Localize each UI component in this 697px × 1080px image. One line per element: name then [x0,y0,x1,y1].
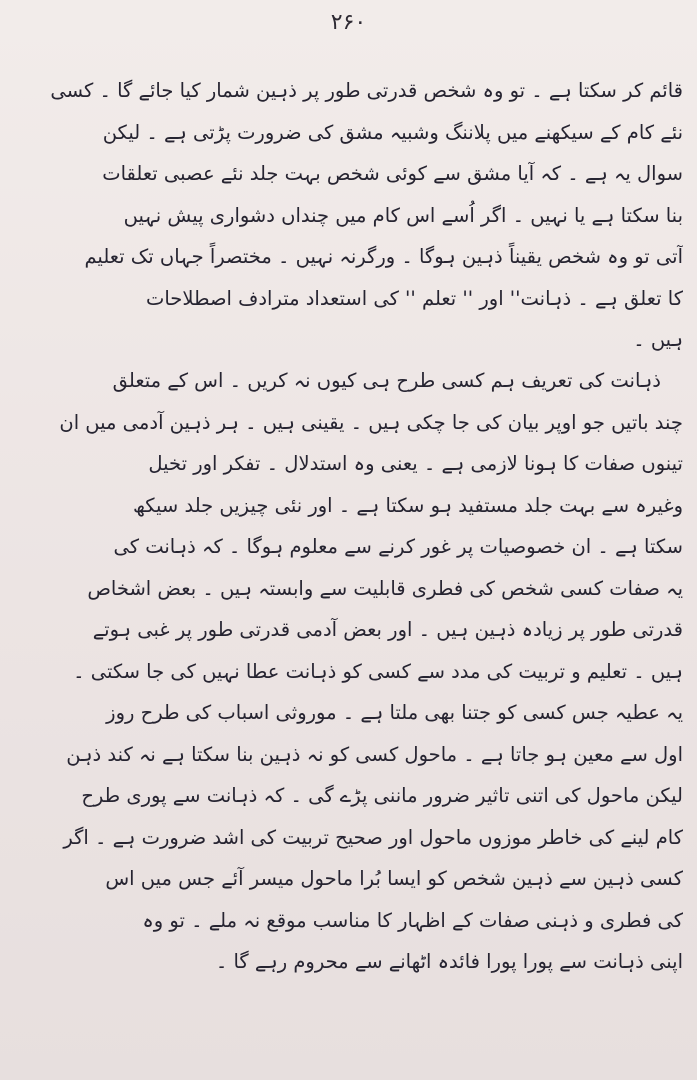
text-line: کام لینے کی خاطر موزوں ماحول اور صحیح تربیت کی اشد ضرورت ہے ۔ اگر [63,825,683,849]
text-line: سوال یہ ہے ۔ کہ آیا مشق سے کوئی شخص بہت جلد نئے عصبی تعلقات [102,162,683,185]
text-line: ذہانت کی تعریف ہم کسی طرح ہی کیوں نہ کریں ۔ اس کے متعلق [112,369,661,392]
text-line: آتی تو وہ شخص یقیناً ذہین ہوگا ۔ ورگرنہ نہیں ۔ مختصراً جہاں تک تعلیم [84,245,683,268]
text-line: بنا سکتا ہے یا نہیں ۔ اگر اُسے اس کام میں چنداں دشواری پیش نہیں [123,203,683,227]
text-line: سکتا ہے ۔ ان خصوصیات پر غور کرنے سے معلوم ہوگا ۔ کہ ذہانت کی [113,535,683,558]
text-line: وغیرہ سے بہت جلد مستفید ہو سکتا ہے ۔ اور نئی چیزیں جلد سیکھ [132,493,683,517]
page-number: ۲۶۰ [330,10,367,35]
text-line: تینوں صفات کا ہونا لازمی ہے ۔ یعنی وہ استدلال ۔ تفکر اور تخیل [148,452,683,475]
text-line: اول سے معین ہو جاتا ہے ۔ ماحول کسی کو نہ ذہین بنا سکتا ہے نہ کند ذہن [66,742,683,766]
text-line: اپنی ذہانت سے پورا پورا فائدہ اٹھانے سے محروم رہے گا ۔ [215,950,683,973]
text-line: کی فطری و ذہنی صفات کے اظہار کا مناسب موقع نہ ملے ۔ تو وہ [142,908,683,932]
paragraph-2 [14,360,683,983]
text-line: کسی ذہین سے ذہین شخص کو ایسا بُرا ماحول میسر آئے جس میں اس [105,867,683,890]
text-line: یہ صفات کسی شخص کی فطری قابلیت سے وابستہ ہیں ۔ بعض اشخاص [87,576,683,600]
text-line: کا تعلق ہے ۔ ذہانت'' اور '' تعلم '' کی استعداد مترادف اصطلاحات [145,286,683,310]
text-line: نئے کام کے سیکھنے میں پلاننگ وشبیہ مشق کی ضرورت پڑتی ہے ۔ لیکن [102,120,683,144]
text-line: ہیں ۔ [633,328,683,351]
text-line: قائم کر سکتا ہے ۔ تو وہ شخص قدرتی طور پر ذہین شمار کیا جائے گا ۔ کسی [50,79,683,102]
text-line: چند باتیں جو اوپر بیان کی جا چکی ہیں ۔ یقینی ہیں ۔ ہر ذہین آدمی میں ان [59,410,683,434]
text-line: لیکن ماحول کی اتنی تاثیر ضرور ماننی پڑے گی ۔ کہ ذہانت سے پوری طرح [81,784,683,807]
text-line: ہیں ۔ تعلیم و تربیت کی مدد سے کسی کو ذہانت عطا نہیں کی جا سکتی ۔ [73,659,683,683]
paragraph-1 [14,70,683,361]
text-line: یہ عطیہ جس کسی کو جتنا بھی ملتا ہے ۔ موروثی اسباب کی طرح روز [106,701,683,724]
text-line: قدرتی طور پر زیادہ ذہین ہیں ۔ اور بعض آدمی قدرتی طور پر غبی ہوتے [92,618,683,641]
